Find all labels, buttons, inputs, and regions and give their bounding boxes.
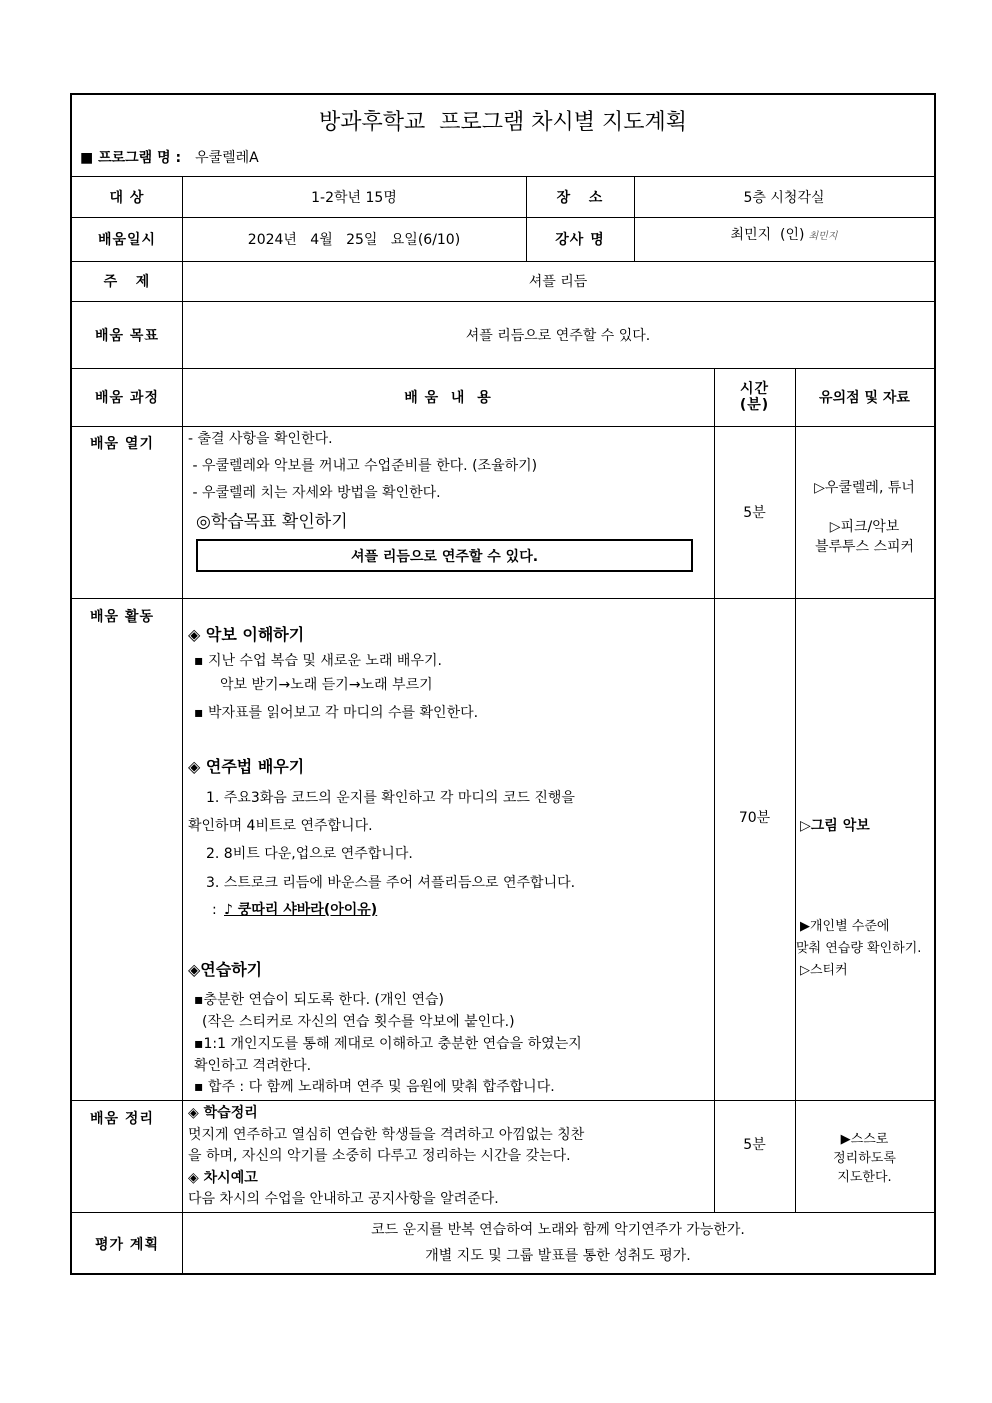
activity-h3-line-2: (작은 스티커로 자신의 연습 횟수를 악보에 붙인다.) bbox=[202, 1014, 515, 1030]
activity-h2-line-2: 확인하며 4비트로 연주합니다. bbox=[188, 818, 373, 834]
teacher-label: 강사 명 bbox=[555, 232, 605, 248]
open-line-2: - 우쿨렐레와 악보를 꺼내고 수업준비를 한다. (조율하기) bbox=[188, 458, 538, 474]
col-notes: 유의점 및 자료 bbox=[819, 390, 910, 406]
date-label: 배움일시 bbox=[97, 232, 157, 248]
page-title: 방과후학교 프로그램 차시별 지도계획 bbox=[318, 110, 687, 135]
program-name-row bbox=[80, 147, 259, 167]
target-value: 1-2학년 15명 bbox=[311, 189, 397, 206]
activity-h3-line-1: ▪충분한 연습이 되도록 한다. (개인 연습) bbox=[194, 992, 444, 1008]
col-process: 배움 과정 bbox=[95, 390, 159, 406]
open-line-3: - 우쿨렐레 치는 자세와 방법을 확인한다. bbox=[188, 485, 441, 501]
col-time bbox=[714, 368, 795, 426]
lesson-plan-table bbox=[70, 93, 936, 1275]
activity-h3: ◈연습하기 bbox=[188, 960, 263, 979]
target-label: 대 상 bbox=[109, 189, 145, 206]
song-title: ♪ 쿵따리 샤바라(아이유) bbox=[224, 902, 378, 918]
activity-h2-line-4: 3. 스트로크 리듬에 바운스를 주어 셔플리듬으로 연주합니다. bbox=[206, 875, 576, 891]
topic-label: 주 제 bbox=[103, 274, 151, 290]
closing-note-1: ▶스스로 bbox=[840, 1132, 889, 1147]
evaluation-label: 평가 계획 bbox=[95, 1236, 159, 1253]
open-note-3: 블루투스 스피커 bbox=[814, 539, 915, 555]
activity-note-1: ▷그림 악보 bbox=[800, 818, 870, 834]
activity-h2-line-1: 1. 주요3화음 코드의 운지를 확인하고 각 마디의 코드 진행을 bbox=[206, 790, 575, 806]
closing-note-3: 지도한다. bbox=[837, 1170, 892, 1185]
teacher-cell bbox=[634, 217, 934, 251]
date-value: 2024년 4월 25일 요일(6/10) bbox=[247, 232, 461, 248]
activity-h3-line-3: ▪1:1 개인지도를 통해 제대로 이해하고 충분한 연습을 하였는지 bbox=[194, 1036, 582, 1052]
activity-h2-line-3: 2. 8비트 다운,업으로 연주합니다. bbox=[206, 846, 413, 862]
activity-h2: ◈ 연주법 배우기 bbox=[188, 757, 305, 776]
place-value: 5층 시청각실 bbox=[743, 189, 825, 206]
activity-note-3: 맞춰 연습량 확인하기. bbox=[796, 941, 922, 956]
open-time: 5분 bbox=[743, 505, 766, 521]
activity-h3-line-5: ▪ 합주 : 다 함께 노래하며 연주 및 음원에 맞춰 합주합니다. bbox=[194, 1079, 555, 1095]
open-label: 배움 열기 bbox=[90, 436, 154, 452]
goal-label: 배움 목표 bbox=[95, 327, 159, 344]
teacher-value: 최민지 (인) bbox=[730, 227, 805, 243]
program-name: 우쿨렐레A bbox=[195, 150, 259, 166]
closing-line-2: 을 하며, 자신의 악기를 소중히 다루고 정리하는 시간을 갖는다. bbox=[188, 1148, 571, 1164]
activity-h1-line-2: 악보 받기→노래 듣기→노래 부르기 bbox=[220, 677, 433, 693]
place-label: 장 소 bbox=[556, 189, 604, 206]
activity-note-4: ▷스티커 bbox=[800, 963, 848, 978]
open-goal-box: 셔플 리듬으로 연주할 수 있다. bbox=[196, 539, 693, 572]
evaluation-line-2: 개별 지도 및 그룹 발표를 통한 성취도 평가. bbox=[425, 1248, 691, 1264]
activity-note-2: ▶개인별 수준에 bbox=[800, 919, 890, 934]
teacher-signature: 최민지 bbox=[808, 230, 838, 242]
closing-label: 배움 정리 bbox=[90, 1111, 154, 1127]
closing-note-2: 정리하도록 bbox=[833, 1151, 896, 1166]
program-label: ■ 프로그램 명 : bbox=[80, 150, 182, 166]
closing-line-3: 다음 차시의 수업을 안내하고 공지사항을 알려준다. bbox=[188, 1191, 499, 1207]
activity-h1-line-3: ▪ 박자표를 읽어보고 각 마디의 수를 확인한다. bbox=[194, 705, 479, 721]
activity-h3-line-4: 확인하고 격려한다. bbox=[194, 1058, 312, 1074]
open-line-1: - 출결 사항을 확인한다. bbox=[188, 431, 333, 447]
col-time-line1: 시간 bbox=[739, 381, 770, 397]
closing-line-1: 멋지게 연주하고 열심히 연습한 학생들을 격려하고 아낌없는 칭찬 bbox=[188, 1127, 585, 1143]
activity-time: 70분 bbox=[738, 810, 771, 826]
activity-h1: ◈ 악보 이해하기 bbox=[188, 625, 305, 644]
closing-h2: ◈ 차시예고 bbox=[188, 1170, 258, 1186]
col-content: 배 움 내 용 bbox=[404, 390, 492, 406]
open-note-2: ▷피크/악보 bbox=[829, 519, 900, 535]
closing-time: 5분 bbox=[743, 1137, 766, 1153]
closing-h1: ◈ 학습정리 bbox=[188, 1105, 258, 1121]
activity-h1-line-1: ▪ 지난 수업 복습 및 새로운 노래 배우기. bbox=[194, 653, 442, 669]
evaluation-line-1: 코드 운지를 반복 연습하여 노래와 함께 악기연주가 가능한가. bbox=[371, 1222, 745, 1238]
topic-value: 셔플 리듬 bbox=[528, 274, 588, 290]
activity-label: 배움 활동 bbox=[90, 609, 154, 625]
goal-value: 셔플 리듬으로 연주할 수 있다. bbox=[465, 327, 651, 344]
open-goal-heading: ◎학습목표 확인하기 bbox=[196, 512, 348, 532]
open-note-1: ▷우쿨렐레, 튜너 bbox=[814, 480, 915, 496]
col-time-line2: (분) bbox=[739, 397, 770, 413]
activity-h2-colon: : bbox=[212, 902, 217, 918]
